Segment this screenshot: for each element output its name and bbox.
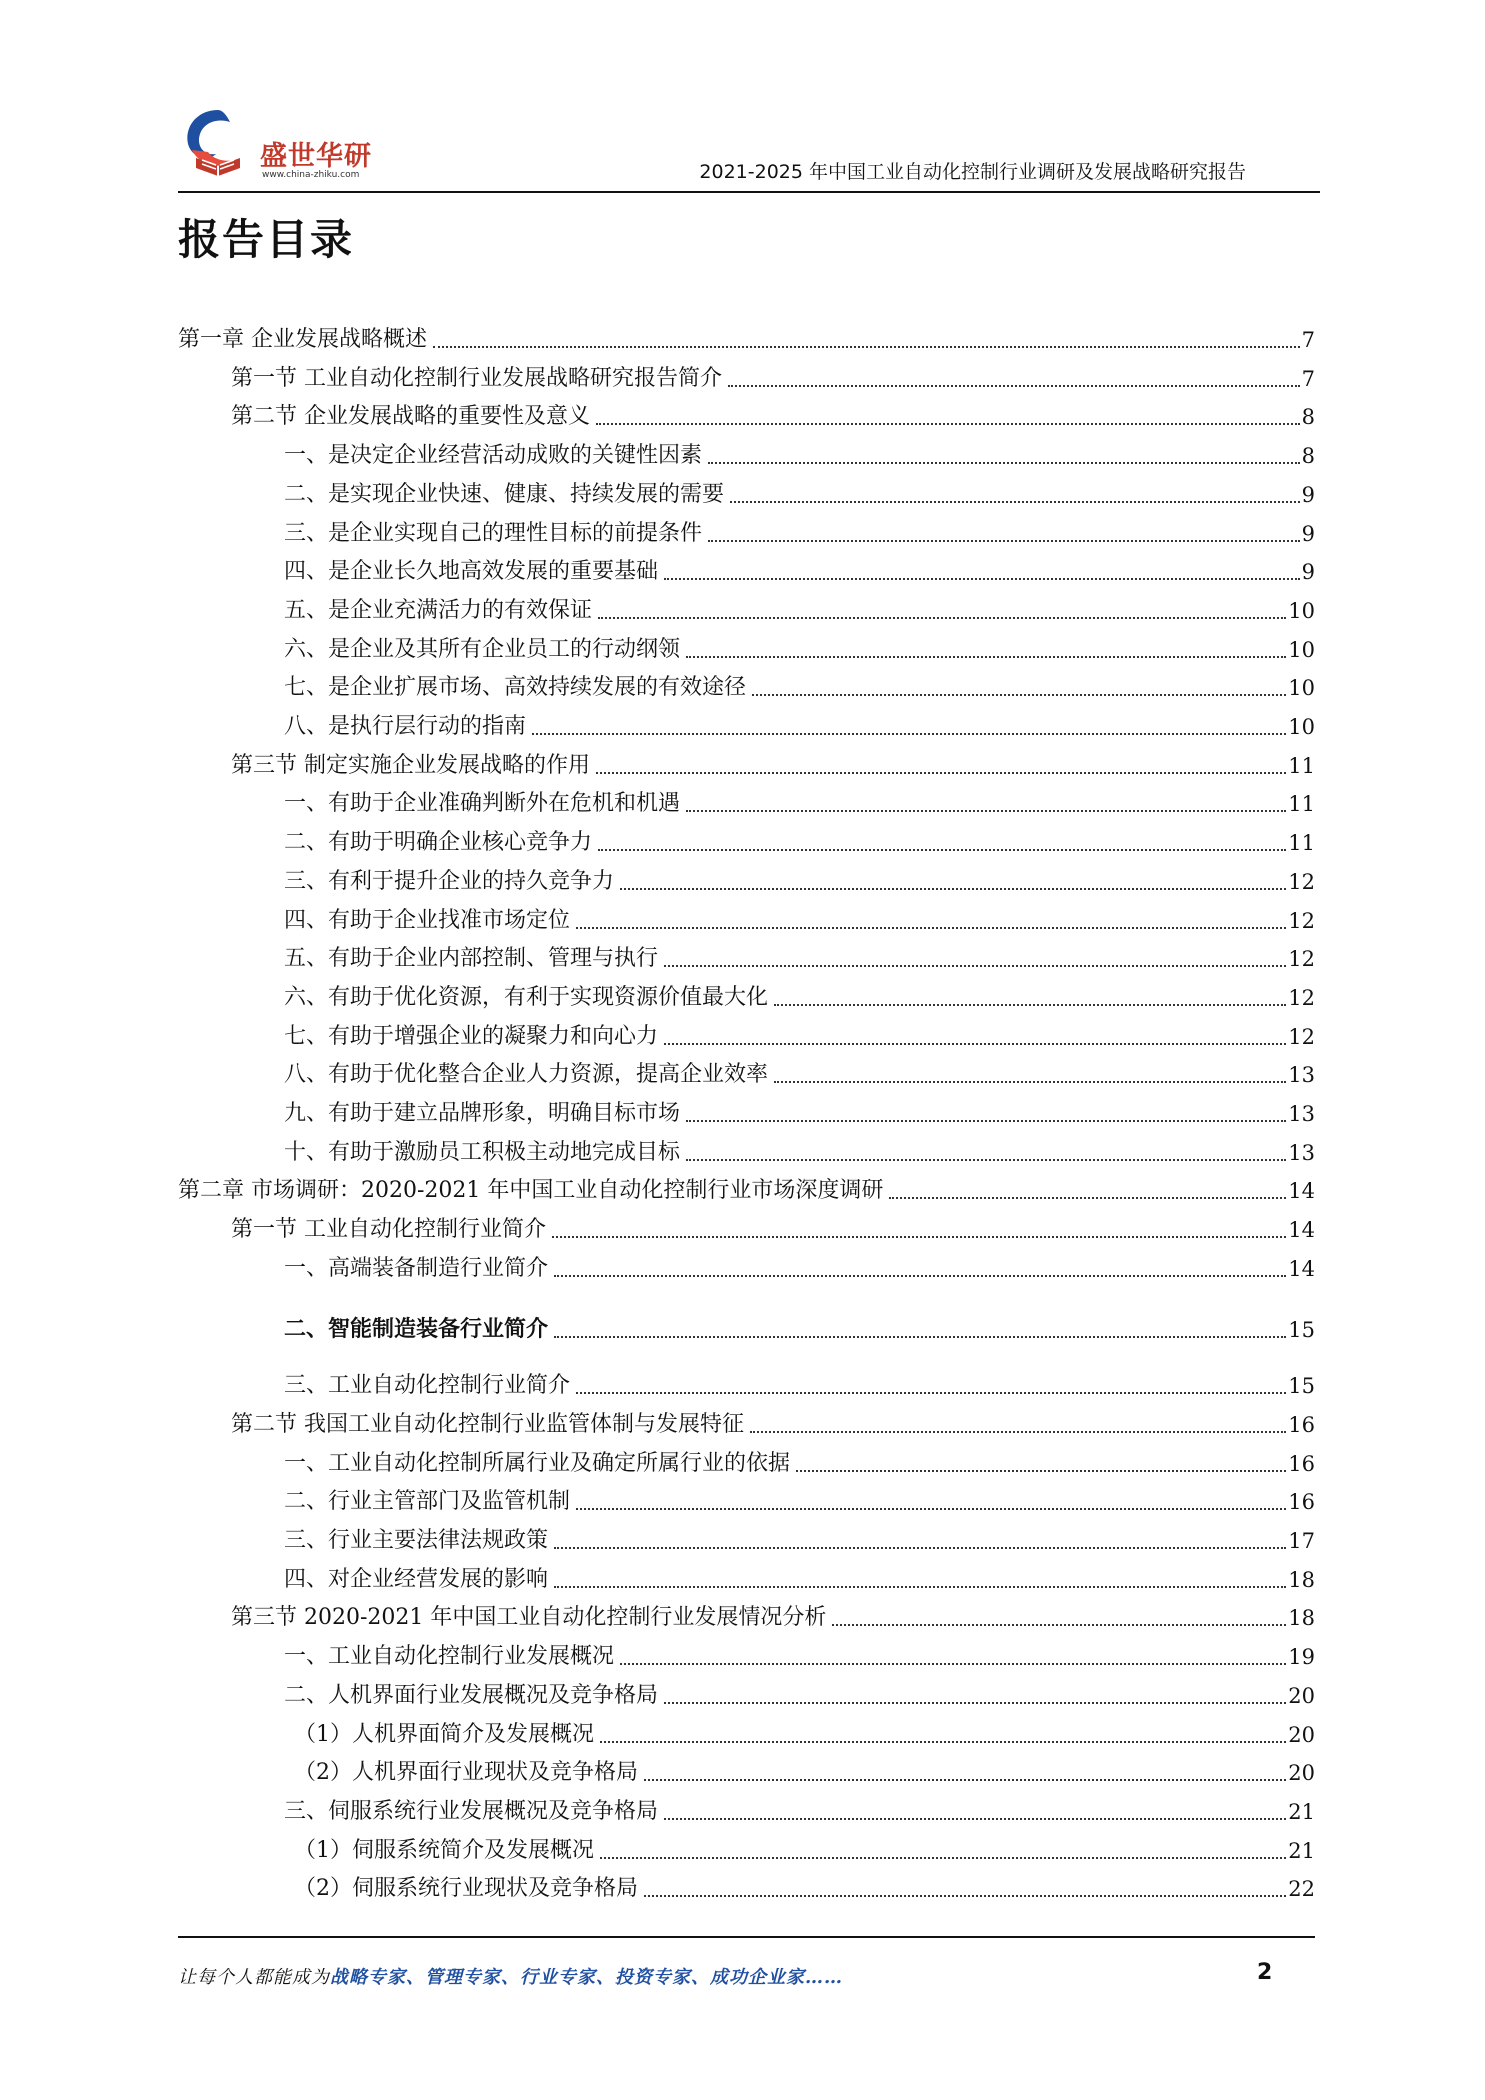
toc-entry-page: 20 (1288, 1722, 1315, 1747)
logo-emblem-icon (178, 104, 258, 184)
toc-entry[interactable] (178, 1020, 1315, 1054)
toc-leader-dots (600, 1856, 1286, 1859)
toc-entry-page: 12 (1288, 908, 1315, 933)
report-title: 2021-2025 年中国工业自动化控制行业调研及发展战略研究报告 (699, 161, 1246, 183)
toc-entry-title: （1）人机界面简介及发展概况 (294, 1721, 594, 1747)
toc-entry-title: （2）人机界面行业现状及竞争格局 (294, 1760, 638, 1786)
logo-url: www.china-zhiku.com (262, 170, 360, 180)
toc-entry-page: 13 (1288, 1063, 1315, 1088)
toc-entry-page: 11 (1288, 753, 1315, 778)
toc-entry-title: 二、人机界面行业发展概况及竞争格局 (284, 1682, 659, 1708)
toc-leader-dots (596, 422, 1300, 425)
toc-entry-page: 20 (1288, 1683, 1315, 1708)
toc-entry[interactable] (178, 362, 1315, 396)
toc-entry[interactable] (178, 478, 1315, 512)
toc-entry-title: 三、有利于提升企业的持久竞争力 (284, 868, 615, 894)
toc-leader-dots (832, 1623, 1286, 1626)
toc-leader-dots (532, 732, 1286, 735)
toc-entry[interactable] (178, 1252, 1315, 1286)
toc-leader-dots (598, 848, 1286, 851)
toc-entry[interactable] (178, 594, 1315, 628)
toc-entry[interactable] (178, 1679, 1315, 1713)
toc-entry-page: 12 (1288, 985, 1315, 1010)
toc-leader-dots (686, 809, 1286, 812)
toc-entry-page: 16 (1288, 1412, 1315, 1437)
toc-entry-title: 一、有助于企业准确判断外在危机和机遇 (284, 791, 681, 817)
toc-leader-dots (752, 693, 1286, 696)
toc-entry-title: 二、智能制造装备行业简介 (284, 1316, 549, 1342)
toc-entry-title: 六、有助于优化资源，有利于实现资源价值最大化 (284, 984, 769, 1010)
toc-entry[interactable] (178, 671, 1315, 705)
toc-entry-title: 一、工业自动化控制行业发展概况 (284, 1644, 615, 1670)
toc-entry-title: 第一节 工业自动化控制行业简介 (231, 1217, 546, 1243)
toc-entry-page: 8 (1301, 444, 1315, 469)
toc-entry-page: 17 (1288, 1529, 1315, 1553)
toc-entry-title: 一、是决定企业经营活动成败的关键性因素 (284, 443, 703, 469)
toc-entry-title: 二、是实现企业快速、健康、持续发展的需要 (284, 481, 725, 507)
toc-leader-dots (596, 771, 1286, 774)
slogan-suffix: …… (805, 1967, 843, 1988)
toc-leader-dots (600, 1740, 1286, 1743)
toc-leader-dots (598, 616, 1286, 619)
toc-entry[interactable] (178, 1174, 1315, 1208)
toc-leader-dots (554, 1335, 1286, 1338)
toc-entry[interactable] (178, 1313, 1315, 1347)
toc-leader-dots (552, 1235, 1286, 1238)
toc-entry-page: 16 (1288, 1451, 1315, 1476)
toc-entry-title: 二、行业主管部门及监管机制 (284, 1489, 571, 1515)
toc-entry[interactable] (178, 517, 1315, 551)
page-header (178, 100, 1320, 196)
toc-entry-title: 第三节 制定实施企业发展战略的作用 (231, 752, 590, 778)
toc-leader-dots (708, 539, 1300, 542)
toc-entry[interactable] (178, 1408, 1315, 1442)
toc-entry[interactable] (178, 1718, 1315, 1752)
toc-entry-page: 9 (1301, 521, 1315, 546)
toc-entry-title: 四、有助于企业找准市场定位 (284, 907, 571, 933)
toc-entry-title: 五、有助于企业内部控制、管理与执行 (284, 946, 659, 972)
header-divider (178, 191, 1320, 193)
toc-entry-title: 第二节 企业发展战略的重要性及意义 (231, 404, 590, 430)
toc-leader-dots (686, 1158, 1286, 1161)
toc-entry[interactable] (178, 826, 1315, 860)
toc-entry-page: 11 (1288, 831, 1315, 856)
toc-entry-page: 13 (1288, 1140, 1315, 1165)
toc-entry-page: 16 (1288, 1490, 1315, 1515)
toc-entry-title: 五、是企业充满活力的有效保证 (284, 597, 593, 623)
toc-entry[interactable] (178, 865, 1315, 899)
toc-entry[interactable] (178, 555, 1315, 589)
toc-entry-page: 9 (1301, 482, 1315, 507)
toc-entry[interactable] (178, 400, 1315, 434)
slogan-highlight: 战略专家、管理专家、行业专家、投资专家、成功企业家 (330, 1967, 805, 1988)
footer-slogan (178, 1963, 843, 1989)
toc-entry-title: 第二节 我国工业自动化控制行业监管体制与发展特征 (231, 1411, 744, 1437)
toc-entry-title: 第一章 企业发展战略概述 (178, 327, 427, 352)
toc-entry-title: 十、有助于激励员工积极主动地完成目标 (284, 1139, 681, 1165)
toc-entry[interactable] (178, 1447, 1315, 1481)
slogan-prefix: 让每个人都能成为 (178, 1967, 330, 1988)
toc-entry-title: 第三节 2020-2021 年中国工业自动化控制行业发展情况分析 (231, 1605, 827, 1631)
toc-entry-title: 一、高端装备制造行业简介 (284, 1255, 549, 1281)
toc-leader-dots (774, 1003, 1286, 1006)
toc-leader-dots (576, 926, 1286, 929)
toc-entry-page: 21 (1288, 1799, 1315, 1824)
page-title: 报告目录 (178, 215, 355, 264)
toc-leader-dots (664, 1701, 1286, 1704)
toc-entry-title: （1）伺服系统简介及发展概况 (294, 1837, 594, 1863)
toc-entry[interactable] (178, 1058, 1315, 1092)
toc-entry[interactable] (178, 323, 1315, 357)
toc-entry-page: 15 (1288, 1317, 1315, 1342)
toc-entry[interactable] (178, 1872, 1315, 1906)
toc-leader-dots (728, 384, 1300, 387)
toc-entry[interactable] (178, 1563, 1315, 1597)
toc-entry[interactable] (178, 1524, 1315, 1558)
toc-leader-dots (664, 1817, 1286, 1820)
toc-entry-page: 14 (1288, 1179, 1315, 1204)
toc-entry-title: 三、行业主要法律法规政策 (284, 1528, 549, 1553)
toc-entry[interactable] (178, 981, 1315, 1015)
toc-entry-page: 7 (1301, 366, 1315, 391)
toc-leader-dots (644, 1778, 1286, 1781)
toc-leader-dots (554, 1585, 1286, 1588)
toc-entry[interactable] (178, 439, 1315, 473)
toc-entry[interactable] (178, 942, 1315, 976)
toc-entry-page: 11 (1288, 792, 1315, 817)
toc-entry[interactable] (178, 1756, 1315, 1790)
toc-leader-dots (730, 500, 1300, 503)
toc-entry-title: （2）伺服系统行业现状及竞争格局 (294, 1876, 638, 1902)
footer-divider (178, 1936, 1315, 1938)
toc-leader-dots (620, 887, 1286, 890)
toc-leader-dots (889, 1196, 1286, 1199)
toc-entry-page: 18 (1288, 1606, 1315, 1631)
toc-leader-dots (750, 1430, 1286, 1433)
page-number: 2 (1257, 1960, 1273, 1985)
toc-entry-title: 八、是执行层行动的指南 (284, 714, 527, 739)
toc-entry-title: 一、工业自动化控制所属行业及确定所属行业的依据 (284, 1450, 791, 1476)
toc-entry-title: 四、对企业经营发展的影响 (284, 1566, 549, 1592)
toc-leader-dots (796, 1469, 1286, 1472)
toc-entry-title: 三、是企业实现自己的理性目标的前提条件 (284, 520, 703, 546)
toc-entry-page: 12 (1288, 869, 1315, 894)
toc-entry-title: 九、有助于建立品牌形象，明确目标市场 (284, 1101, 681, 1126)
company-logo (178, 104, 408, 184)
toc-entry-page: 9 (1301, 560, 1315, 585)
toc-leader-dots (664, 1042, 1286, 1045)
toc-entry-page: 19 (1288, 1645, 1315, 1670)
toc-entry-title: 三、工业自动化控制行业简介 (284, 1373, 571, 1399)
toc-entry-page: 7 (1301, 328, 1315, 352)
toc-entry-page: 14 (1288, 1218, 1315, 1243)
toc-leader-dots (576, 1391, 1286, 1394)
toc-entry-title: 七、是企业扩展市场、高效持续发展的有效途径 (284, 675, 747, 701)
toc-entry-page: 14 (1288, 1256, 1315, 1281)
toc-entry[interactable] (178, 1097, 1315, 1131)
toc-entry[interactable] (178, 1601, 1315, 1635)
toc-entry-page: 15 (1288, 1374, 1315, 1399)
toc-entry[interactable] (178, 787, 1315, 821)
toc-leader-dots (576, 1507, 1286, 1510)
toc-leader-dots (664, 964, 1286, 967)
toc-entry[interactable] (178, 1213, 1315, 1247)
toc-entry-page: 21 (1288, 1838, 1315, 1863)
toc-entry[interactable] (178, 710, 1315, 744)
toc-leader-dots (644, 1894, 1286, 1897)
toc-entry-title: 第一节 工业自动化控制行业发展战略研究报告简介 (231, 365, 722, 391)
toc-entry-title: 七、有助于增强企业的凝聚力和向心力 (284, 1023, 659, 1049)
toc-entry[interactable] (178, 1136, 1315, 1170)
toc-entry-page: 10 (1288, 676, 1315, 701)
toc-entry-page: 10 (1288, 598, 1315, 623)
toc-leader-dots (554, 1546, 1286, 1549)
toc-entry[interactable] (178, 904, 1315, 938)
toc-entry[interactable] (178, 1369, 1315, 1403)
toc-entry-page: 22 (1288, 1877, 1315, 1902)
toc-leader-dots (554, 1274, 1286, 1277)
toc-entry-page: 20 (1288, 1761, 1315, 1786)
toc-entry[interactable] (178, 1834, 1315, 1868)
toc-entry-page: 12 (1288, 1024, 1315, 1049)
toc-entry-title: 八、有助于优化整合企业人力资源，提高企业效率 (284, 1062, 769, 1088)
toc-entry[interactable] (178, 1485, 1315, 1519)
toc-leader-dots (620, 1662, 1286, 1665)
toc-entry[interactable] (178, 1640, 1315, 1674)
toc-leader-dots (686, 655, 1286, 658)
toc-entry-page: 18 (1288, 1567, 1315, 1592)
toc-entry-page: 13 (1288, 1102, 1315, 1126)
toc-entry-title: 四、是企业长久地高效发展的重要基础 (284, 559, 659, 585)
toc-leader-dots (708, 461, 1300, 464)
toc-leader-dots (686, 1119, 1286, 1122)
toc-leader-dots (664, 577, 1300, 580)
toc-entry-title: 第二章 市场调研：2020-2021 年中国工业自动化控制行业市场深度调研 (178, 1178, 884, 1204)
toc-leader-dots (774, 1080, 1286, 1083)
toc-entry-page: 10 (1288, 715, 1315, 739)
toc-entry-title: 六、是企业及其所有企业员工的行动纲领 (284, 636, 681, 662)
toc-leader-dots (433, 345, 1300, 348)
toc-entry[interactable] (178, 749, 1315, 783)
toc-entry-title: 三、伺服系统行业发展概况及竞争格局 (284, 1798, 659, 1824)
toc-entry-page: 10 (1288, 637, 1315, 662)
toc-entry[interactable] (178, 633, 1315, 667)
logo-name: 盛世华研 (260, 141, 372, 172)
toc-entry-title: 二、有助于明确企业核心竞争力 (284, 830, 593, 856)
toc-entry[interactable] (178, 1795, 1315, 1829)
toc-entry-page: 8 (1301, 405, 1315, 430)
toc-entry-page: 12 (1288, 947, 1315, 972)
